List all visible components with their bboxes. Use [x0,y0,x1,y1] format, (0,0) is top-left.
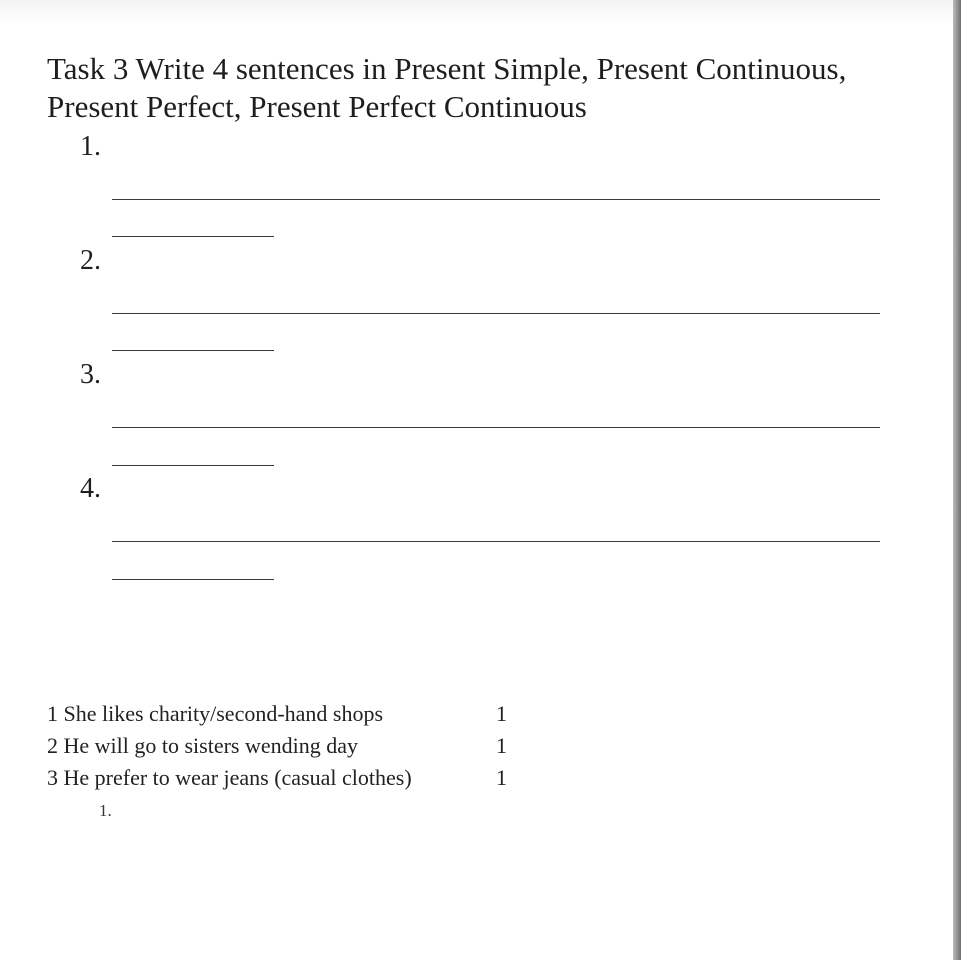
page-top-shade [0,0,961,26]
item-number-3: 3. [80,359,101,390]
answer-line-1a[interactable] [112,199,880,200]
answer-line-4b[interactable] [112,579,274,580]
footer-number: 1. [99,801,112,820]
answer-line-3b[interactable] [112,465,274,466]
answer-line-2b[interactable] [112,350,274,351]
answer-line-4a[interactable] [112,541,880,542]
answer-key-text: 2 He will go to sisters wending day [47,733,359,758]
answer-key [47,698,507,794]
page-edge [953,0,961,960]
task-title: Task 3 Write 4 sentences in Present Simple, Present Continuous, Present Perfect, Present Perfect Continuous [47,51,847,124]
answer-key-text: 3 He prefer to wear jeans (casual clothes) [47,765,412,790]
answer-line-2a[interactable] [112,313,880,314]
answer-line-1b[interactable] [112,236,274,237]
answer-key-mark: 1 [496,733,507,758]
answer-key-mark: 1 [496,765,507,790]
answer-key-row [47,730,507,762]
answer-key-mark: 1 [496,701,507,726]
item-number-4: 4. [80,473,101,504]
item-number-2: 2. [80,245,101,276]
answer-key-row [47,762,507,794]
answer-line-3a[interactable] [112,427,880,428]
item-number-1: 1. [80,131,101,162]
answer-key-row [47,698,507,730]
answer-key-text: 1 She likes charity/second-hand shops [47,701,384,726]
